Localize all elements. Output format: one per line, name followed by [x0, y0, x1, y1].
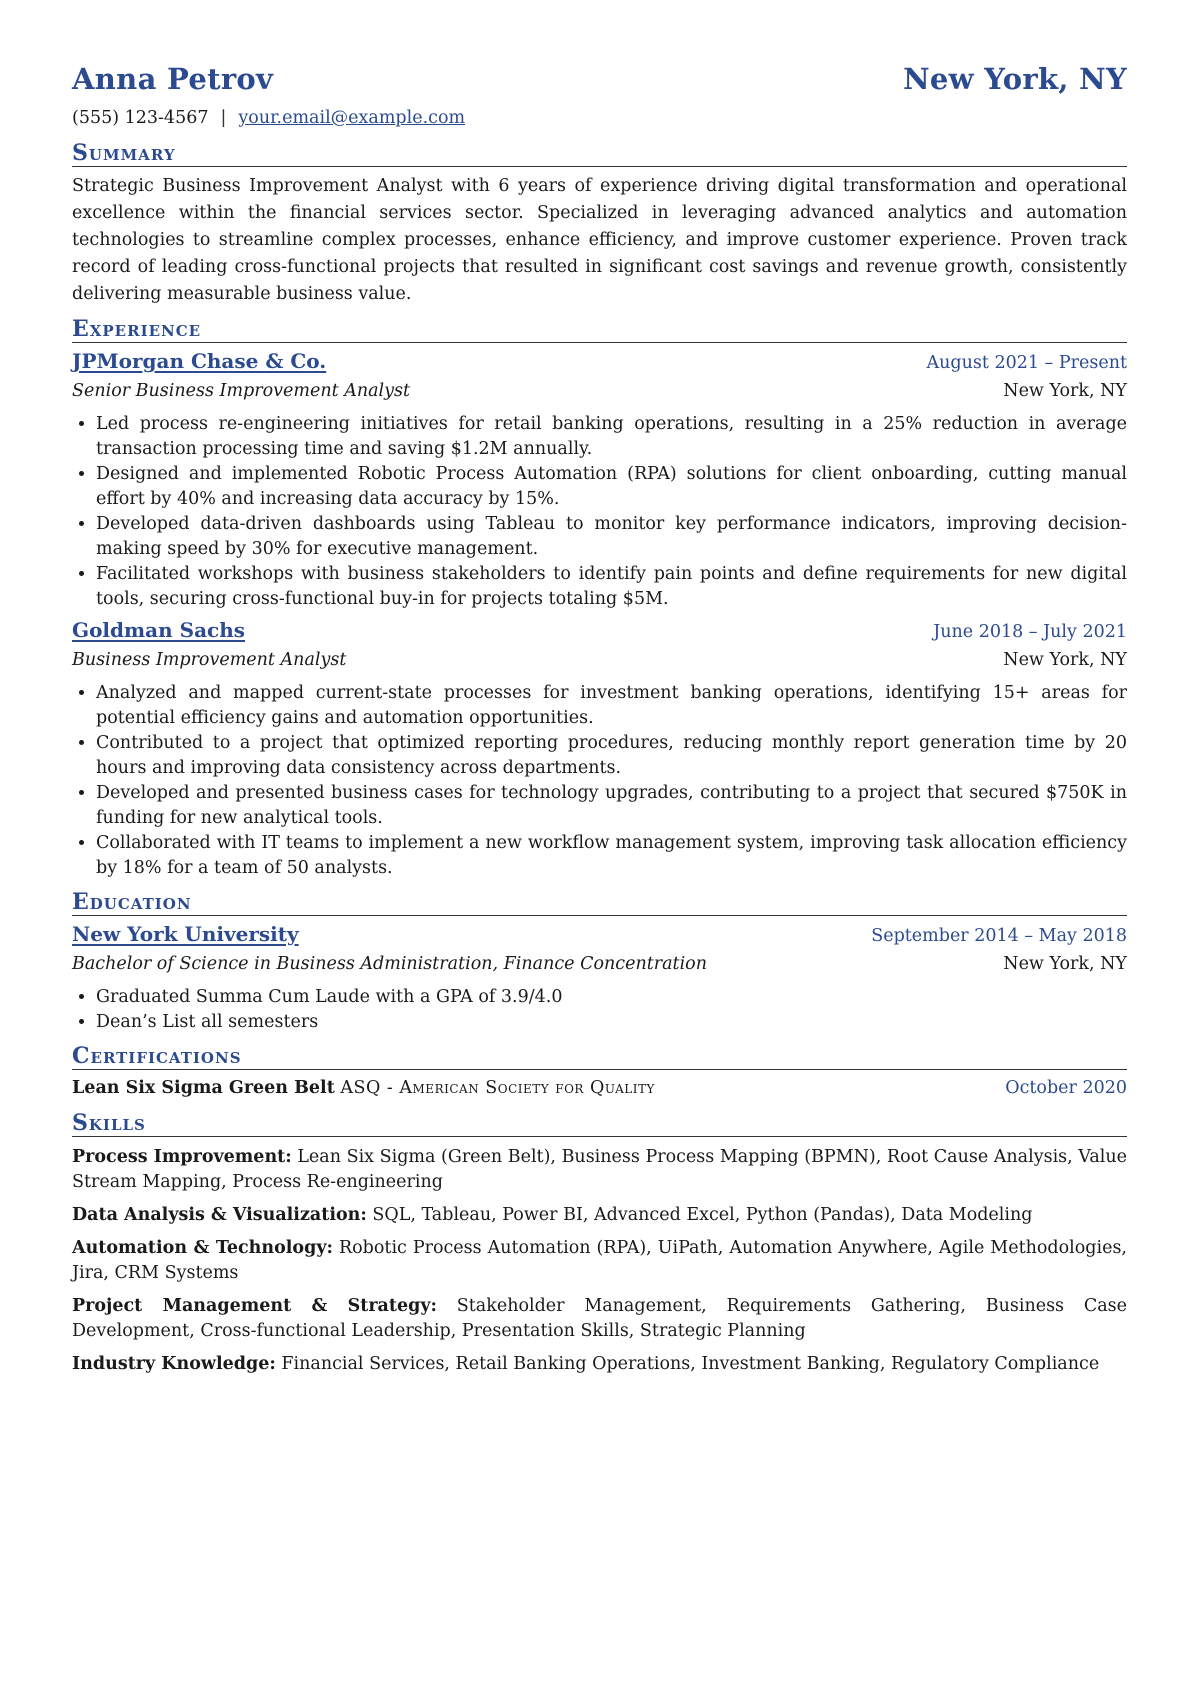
section-title-certifications: Certifications: [72, 1043, 1127, 1070]
skill-category: Process Improvement:: [72, 1147, 292, 1167]
skill-row: [72, 1203, 1127, 1228]
skill-items: Stakeholder Management, Requirements Gathering, Business Case Development, Cross-functional Leadership, Presentation Skills, Strategic Planning: [72, 1296, 1127, 1341]
summary-text: Strategic Business Improvement Analyst with 6 years of experience driving digital transformation and operational excellence within the financial services sector. Specialized in leveraging advanced analytics and automation technologies to streamline complex processes, enhance efficiency, and improve customer experience. Proven track record of leading cross-functional projects that resulted in significant cost savings and revenue growth, consistently delivering measurable business value.: [72, 176, 1127, 304]
contact-separator: |: [220, 108, 227, 128]
job-location: New York, NY: [1003, 381, 1127, 401]
skill-category: Industry Knowledge:: [72, 1354, 276, 1374]
certification-name: Lean Six Sigma Green Belt: [72, 1078, 335, 1098]
bullet-item: • Graduated Summa Cum Laude with a GPA of 3.9/4.0: [96, 985, 1127, 1010]
job-location: New York, NY: [1003, 650, 1127, 670]
job-title: Senior Business Improvement Analyst: [72, 381, 411, 401]
school-link[interactable]: New York University: [72, 922, 299, 946]
phone-number: (555) 123-4567: [72, 108, 209, 128]
school-location: New York, NY: [1003, 954, 1127, 974]
bullet-item: • Collaborated with IT teams to implement a new workflow management system, improving task allocation efficiency by 18% for a team of 50 analysts.: [96, 831, 1127, 881]
bullet-item: • Facilitated workshops with business stakeholders to identify pain points and define requirements for new digital tools, securing cross-functional buy-in for projects totaling $5M.: [96, 562, 1127, 612]
job-title: Business Improvement Analyst: [72, 650, 347, 670]
employer-link[interactable]: Goldman Sachs: [72, 618, 246, 642]
experience-entry: [72, 347, 1127, 612]
bullet-item: • Designed and implemented Robotic Process Automation (RPA) solutions for client onboarding, cutting manual effort by 40% and increasing data accuracy by 15%.: [96, 462, 1127, 512]
bullet-item: • Developed data-driven dashboards using Tableau to monitor key performance indicators, improving decision-making speed by 30% for executive management.: [96, 512, 1127, 562]
bullet-item: • Analyzed and mapped current-state processes for investment banking operations, identifying 15+ areas for potential efficiency gains and automation opportunities.: [96, 681, 1127, 731]
header-location: New York, NY: [903, 62, 1127, 96]
certification-issuer: ASQ - American Society for Quality: [340, 1078, 655, 1098]
skill-items: Robotic Process Automation (RPA), UiPath, Automation Anywhere, Agile Methodologies, Jira, CRM Systems: [72, 1238, 1127, 1283]
bullet-item: • Dean’s List all semesters: [96, 1010, 1127, 1035]
education-dates: September 2014 – May 2018: [871, 926, 1127, 946]
education-entry: [72, 920, 1127, 1035]
skill-items: Financial Services, Retail Banking Operations, Investment Banking, Regulatory Compliance: [281, 1354, 1100, 1374]
contact-line: [72, 104, 1127, 132]
skill-row: [72, 1236, 1127, 1286]
certification-date: October 2020: [1005, 1078, 1127, 1098]
candidate-name: Anna Petrov: [72, 62, 274, 96]
section-title-education: Education: [72, 889, 1127, 916]
bullet-list: [72, 681, 1127, 881]
skill-row: [72, 1294, 1127, 1344]
section-title-summary: Summary: [72, 140, 1127, 167]
bullet-item: • Developed and presented business cases for technology upgrades, contributing to a project that secured $750K in funding for new analytical tools.: [96, 781, 1127, 831]
degree: Bachelor of Science in Business Administration, Finance Concentration: [72, 954, 707, 974]
skill-category: Automation & Technology:: [72, 1238, 333, 1258]
section-title-skills: Skills: [72, 1110, 1127, 1137]
header: [72, 62, 1127, 102]
bullet-item: • Contributed to a project that optimized reporting procedures, reducing monthly report generation time by 20 hours and improving data consistency across departments.: [96, 731, 1127, 781]
skill-category: Data Analysis & Visualization:: [72, 1205, 367, 1225]
bullet-item: • Led process re-engineering initiatives for retail banking operations, resulting in a 25% reduction in average transaction processing time and saving $1.2M annually.: [96, 412, 1127, 462]
section-title-experience: Experience: [72, 316, 1127, 343]
resume-page: [72, 62, 1127, 1377]
skill-items: SQL, Tableau, Power BI, Advanced Excel, Python (Pandas), Data Modeling: [372, 1205, 1033, 1225]
employment-dates: June 2018 – July 2021: [933, 622, 1127, 642]
bullet-list: [72, 412, 1127, 612]
skill-category: Project Management & Strategy:: [72, 1296, 437, 1316]
skill-items: Lean Six Sigma (Green Belt), Business Process Mapping (BPMN), Root Cause Analysis, Value Stream Mapping, Process Re-engineering: [72, 1147, 1127, 1192]
employment-dates: August 2021 – Present: [926, 353, 1127, 373]
employer-link[interactable]: JPMorgan Chase & Co.: [72, 349, 327, 373]
experience-entry: [72, 616, 1127, 881]
email-link[interactable]: your.email@example.com: [238, 108, 466, 128]
skill-row: [72, 1352, 1127, 1377]
certification-entry: [72, 1074, 1127, 1102]
skill-row: [72, 1145, 1127, 1195]
bullet-list: [72, 985, 1127, 1035]
